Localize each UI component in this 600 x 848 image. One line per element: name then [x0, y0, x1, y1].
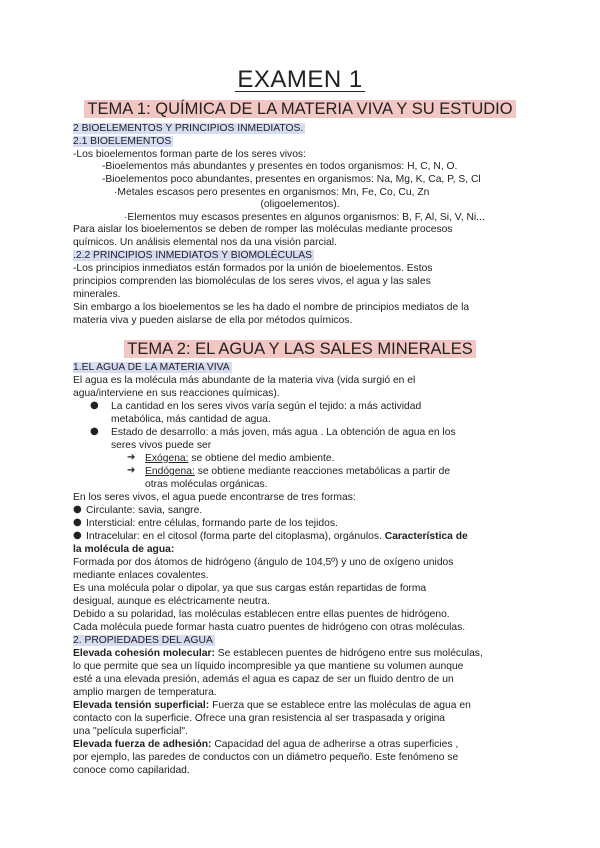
paragraph-line: principios comprenden las biomoléculas de los seres vivos, el agua y las sales	[73, 276, 431, 287]
paragraph-line: lo que permite que sea un líquido incompresible ya que mantiene su volumen aunque	[73, 661, 464, 672]
bioelement-line: -Bioelementos poco abundantes, presentes en organismos: Na, Mg, K, Ca, P, S, Cl	[102, 174, 481, 185]
paragraph-line: Formada por dos átomos de hidrógeno (ángulo de 104,5º) y uno de oxígeno unidos	[73, 557, 454, 568]
bioelement-line: ·Elementos muy escasos presentes en algunos organismos: B, F, Al, Si, V, Ni...	[124, 212, 485, 223]
water-form: Circulante: savia, sangre.	[86, 505, 203, 516]
paragraph-line: químicos. Un análisis elemental nos da una visión parcial.	[73, 237, 337, 248]
bioelement-line: ·Metales escasos pero presentes en organismos: Mn, Fe, Co, Cu, Zn	[114, 187, 430, 198]
water-form	[86, 531, 546, 544]
arrow-right-icon: ➔	[127, 452, 136, 463]
bullet-icon: ●	[90, 426, 99, 437]
list-item: Estado de desarrollo: a más joven, más agua . La obtención de agua en los	[111, 427, 456, 438]
adhesion-text: Capacidad del agua de adherirse a otras superficies ,	[211, 739, 459, 750]
list-subitem	[145, 466, 600, 479]
bioelement-line: (oligoelementos).	[260, 199, 340, 210]
tema2-section-1	[73, 362, 533, 375]
tema1-section-2-2	[73, 250, 533, 263]
page-title	[0, 66, 600, 94]
tema2-section-1-text: 1.EL AGUA DE LA MATERIA VIVA	[73, 362, 230, 373]
endogena-text: se obtiene mediante reacciones metabólicas a partir de	[194, 466, 451, 477]
water-form-text: Intracelular: en el citosol (forma parte del citoplasma), orgánulos.	[86, 531, 385, 542]
paragraph-line: Es una molécula polar o dipolar, ya que sus cargas están repartidas de forma	[73, 583, 427, 594]
bullet-icon: ●	[73, 504, 82, 515]
paragraph-line: una "película superficial".	[73, 726, 188, 737]
tema1-heading-text: TEMA 1: QUÍMICA DE LA MATERIA VIVA Y SU ESTUDIO	[84, 100, 515, 118]
tema1-section-2-1	[73, 136, 533, 149]
tension-text: Fuerza que se establece entre las moléculas de agua en	[209, 700, 471, 711]
bullet-icon: ●	[73, 530, 82, 541]
list-subitem-cont: otras moléculas orgánicas.	[145, 479, 268, 490]
paragraph-line: Para aislar los bioelementos se deben de romper las moléculas mediante procesos	[73, 224, 453, 235]
list-item-cont: metabólica, más cantidad de agua.	[111, 414, 271, 425]
paragraph-line: -Los bioelementos forman parte de los seres vivos:	[73, 149, 306, 160]
list-item: La cantidad en los seres vivos varía según el tejido: a más actividad	[111, 401, 422, 412]
molecule-heading-cont: la molécula de agua:	[73, 544, 175, 555]
tension-term: Elevada tensión superficial:	[73, 700, 210, 711]
list-subitem	[145, 453, 600, 466]
paragraph-line: desigual, aunque es eléctricamente neutra.	[73, 596, 270, 607]
bullet-icon: ●	[90, 400, 99, 411]
paragraph-line: contacto con la superficie. Ofrece una gran resistencia al ser traspasada y origina	[73, 713, 446, 724]
tema1-heading	[0, 100, 600, 119]
paragraph-line: conoce como capilaridad.	[73, 765, 190, 776]
exogena-term: Exógena:	[145, 453, 189, 464]
paragraph-line: Sin embargo a los bioelementos se les ha dado el nombre de principios mediatos de la	[73, 302, 470, 313]
paragraph-line: -Los principios inmediatos están formados por la unión de bioelementos. Estos	[73, 263, 433, 274]
paragraph-line: esté a una elevada presión, además el agua es capaz de ser un fluido dentro de un	[73, 674, 454, 685]
tema2-section-2	[73, 635, 533, 648]
bioelement-line: -Bioelementos más abundantes y presentes en todos organismos: H, C, N, O.	[102, 161, 458, 172]
bullet-icon: ●	[73, 517, 82, 528]
tema1-section-2	[73, 123, 533, 136]
cohesion-text: Se establecen puentes de hidrógeno entre sus moléculas,	[214, 648, 483, 659]
tema2-heading-text: TEMA 2: EL AGUA Y LAS SALES MINERALES	[124, 340, 475, 358]
paragraph-line: amplio margen de temperatura.	[73, 687, 217, 698]
molecule-heading: Característica de	[384, 531, 468, 542]
endogena-term: Endógena:	[145, 466, 195, 477]
paragraph-line: Debido a su polaridad, las moléculas establecen entre ellas puentes de hidrógeno.	[73, 609, 450, 620]
paragraph-line: por ejemplo, las paredes de conductos con un diámetro pequeño. Este fenómeno se	[73, 752, 459, 763]
adhesion-term: Elevada fuerza de adhesión:	[73, 739, 212, 750]
paragraph-line: En los seres vivos, el agua puede encontrarse de tres formas:	[73, 492, 356, 503]
tema1-section-2-2-text: .2.2 PRINCIPIOS INMEDIATOS Y BIOMOLÉCULAS	[73, 250, 312, 261]
title-text: EXAMEN 1	[237, 66, 363, 93]
paragraph-line: mediante enlaces covalentes.	[73, 570, 209, 581]
property-line	[73, 648, 533, 661]
paragraph-line: materia viva y pueden aislarse de ella por métodos químicos.	[73, 315, 353, 326]
tema1-section-2-1-text: 2.1 BIOELEMENTOS	[73, 136, 172, 147]
cohesion-term: Elevada cohesión molecular:	[73, 648, 215, 659]
exogena-text: se obtiene del medio ambiente.	[188, 453, 335, 464]
paragraph-line: agua/interviene en sus reacciones químicas).	[73, 388, 280, 399]
tema1-section-2-text: 2 BIOELEMENTOS Y PRINCIPIOS INMEDIATOS.	[73, 123, 304, 134]
property-line	[73, 739, 533, 752]
tema2-section-2-text: 2. PROPIEDADES DEL AGUA	[73, 635, 213, 646]
paragraph-line: El agua es la molécula más abundante de la materia viva (vida surgió en el	[73, 375, 416, 386]
list-item-cont: seres vivos puede ser	[111, 440, 212, 451]
arrow-right-icon: ➔	[127, 465, 136, 476]
property-line	[73, 700, 533, 713]
water-form: Intersticial: entre células, formando parte de los tejidos.	[86, 518, 338, 529]
tema2-heading	[0, 340, 600, 359]
paragraph-line: Cada molécula puede formar hasta cuatro puentes de hidrógeno con otras moléculas.	[73, 622, 466, 633]
paragraph-line: minerales.	[73, 289, 121, 300]
